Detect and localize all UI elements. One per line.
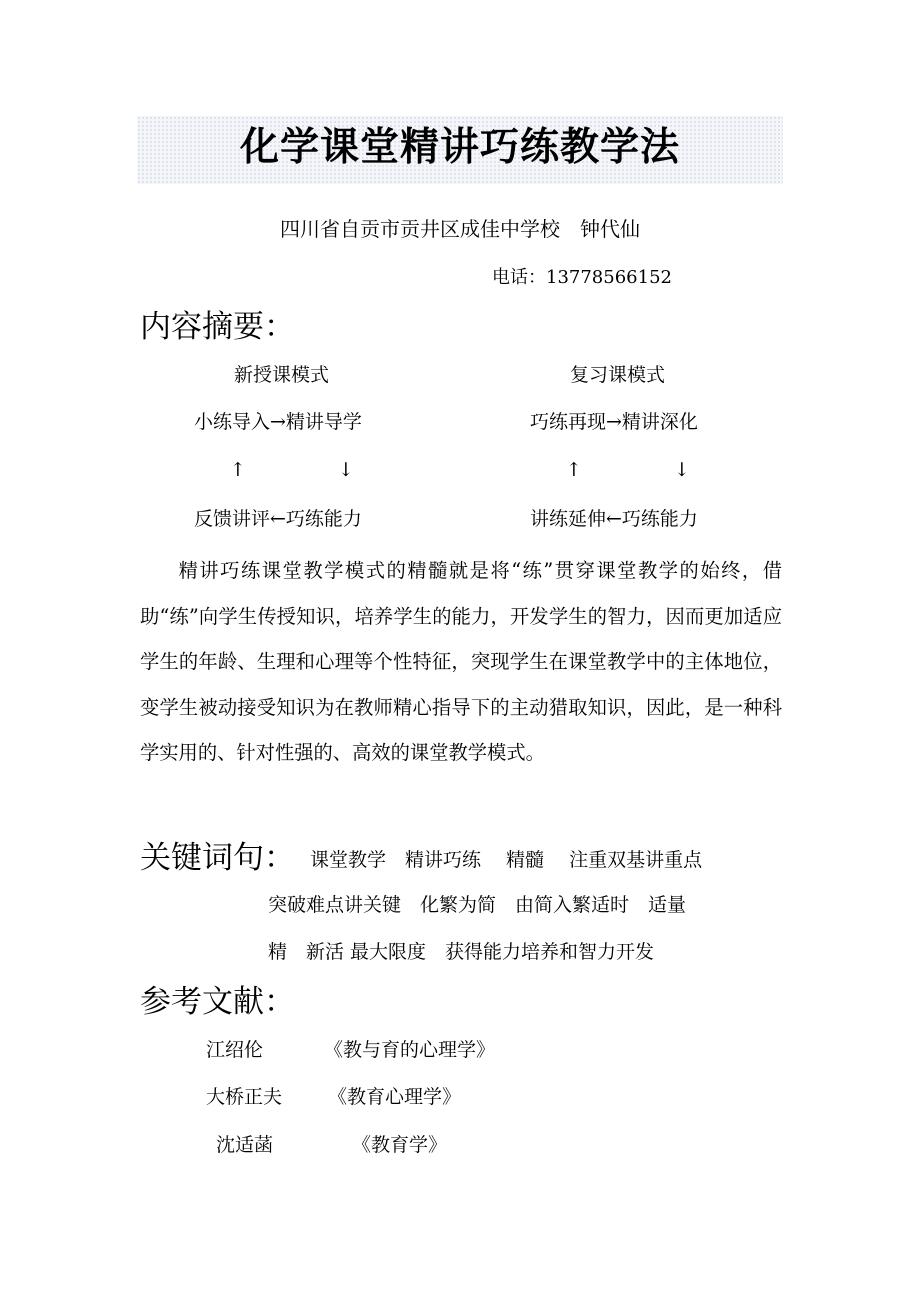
review-lesson-label: 复习课模式	[570, 364, 666, 386]
down-arrow-icon: ↓	[338, 459, 354, 481]
phone-line: 电话：13778566152	[492, 267, 672, 288]
author-line: 四川省自贡市贡井区成佳中学校 钟代仙	[280, 217, 640, 241]
keywords-line: 突破难点讲关键 化繁为简 由简入繁适时 适量	[268, 894, 687, 916]
reference-author: 沈适菡	[216, 1134, 274, 1156]
reference-title: 《教与育的心理学》	[324, 1039, 496, 1061]
new-lesson-label: 新授课模式	[234, 364, 330, 386]
reference-title: 《教育心理学》	[328, 1086, 462, 1108]
new-lesson-flow-bottom: 反馈讲评←巧练能力	[194, 508, 362, 530]
abstract-paragraph: 精讲巧练课堂教学模式的精髓就是将“练”贯穿课堂教学的始终，借助“练”向学生传授知识，培养学生的能力，开发学生的智力，因而更加适应学生的年龄、生理和心理等个性特征，突现学生在课堂教学中的主体地位，变学生被动接受知识为在教师精心指导下的主动猎取知识，因此，是一种科学实用的、针对性强的、高效的课堂教学模式。	[140, 559, 782, 764]
document-title: 化学课堂精讲巧练教学法	[239, 125, 680, 170]
review-lesson-flow-bottom: 讲练延伸←巧练能力	[530, 508, 698, 530]
reference-author: 江绍伦	[206, 1039, 264, 1061]
keywords-line: 精 新活 最大限度 获得能力培养和智力开发	[268, 941, 655, 963]
up-arrow-icon: ↑	[566, 459, 582, 481]
reference-author: 大桥正夫	[206, 1086, 283, 1108]
new-lesson-flow-top: 小练导入→精讲导学	[194, 411, 362, 433]
down-arrow-icon: ↓	[674, 459, 690, 481]
reference-title: 《教育学》	[352, 1134, 448, 1156]
keywords-line: 课堂教学 精讲巧练 精髓 注重双基讲重点	[310, 849, 703, 871]
keywords-heading: 关键词句：	[140, 840, 295, 876]
references-heading: 参考文献：	[140, 984, 295, 1020]
up-arrow-icon: ↑	[230, 459, 246, 481]
summary-heading: 内容摘要：	[140, 309, 295, 345]
review-lesson-flow-top: 巧练再现→精讲深化	[530, 411, 698, 433]
